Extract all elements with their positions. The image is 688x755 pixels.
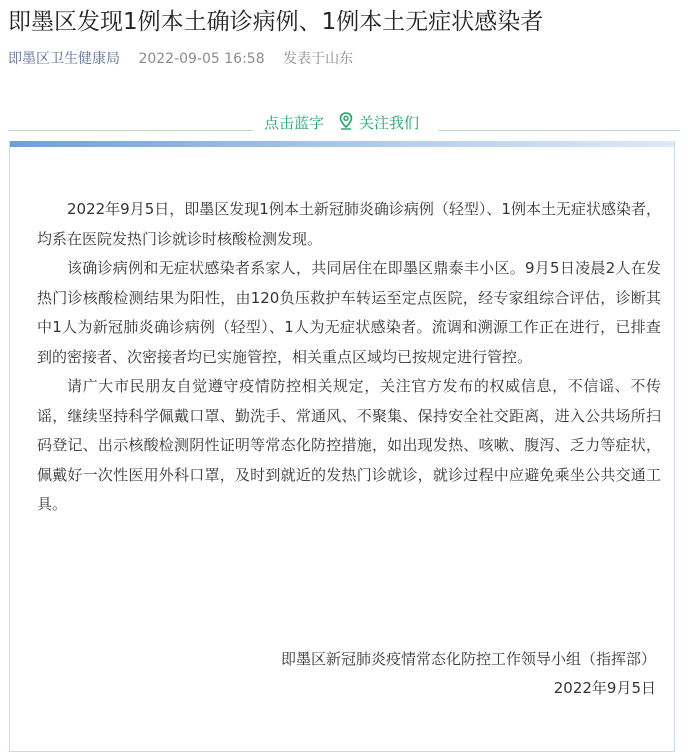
divider-left <box>8 130 253 131</box>
signature-block <box>281 645 656 703</box>
article-meta <box>8 49 353 69</box>
publish-location: 发表于山东 <box>283 51 354 67</box>
publish-time: 2022-09-05 16:58 <box>138 51 265 67</box>
content-frame-topbar <box>10 141 674 147</box>
body-paragraph: 请广大市民朋友自觉遵守疫情防控相关规定，关注官方发布的权威信息，不信谣、不传谣，继续坚持科学佩戴口罩、勤洗手、常通风、不聚集、保持安全社交距离，进入公共场所扫码登记、出示核酸检测阴性证明等常态化防控措施，如出现发热、咳嗽、腹泻、乏力等症状，佩戴好一次性医用外科口罩，及时到就近的发热门诊就诊，就诊过程中应避免乘坐公共交通工具。 <box>37 377 661 513</box>
article-title: 即墨区发现1例本土确诊病例、1例本土无症状感染者 <box>8 9 544 35</box>
follow-banner[interactable] <box>0 110 688 134</box>
follow-text-right: 关注我们 <box>359 114 420 132</box>
signature-date: 2022年9月5日 <box>553 679 656 697</box>
follow-text-left: 点击蓝字 <box>264 114 325 132</box>
body-paragraph: 该确诊病例和无症状感染者系家人，共同居住在即墨区鼎泰丰小区。9月5日凌晨2人在发热门诊核酸检测结果为阳性，由120负压救护车转运至定点医院，经专家组综合评估，诊断其中1人为新冠肺炎确诊病例（轻型）、1人为无症状感染者。流调和溯源工作正在进行，已排查到的密接者、次密接者均已实施管控，相关重点区域均已按规定进行管控。 <box>37 259 661 366</box>
location-pin-icon <box>339 112 353 130</box>
article-body <box>37 195 661 520</box>
divider-right <box>438 130 680 131</box>
body-paragraph: 2022年9月5日，即墨区发现1例本土新冠肺炎确诊病例（轻型）、1例本土无症状感染者，均系在医院发热门诊就诊时核酸检测发现。 <box>37 200 661 248</box>
signature-org: 即墨区新冠肺炎疫情常态化防控工作领导小组（指挥部） <box>280 650 656 668</box>
source-account-link[interactable]: 即墨区卫生健康局 <box>8 51 120 67</box>
